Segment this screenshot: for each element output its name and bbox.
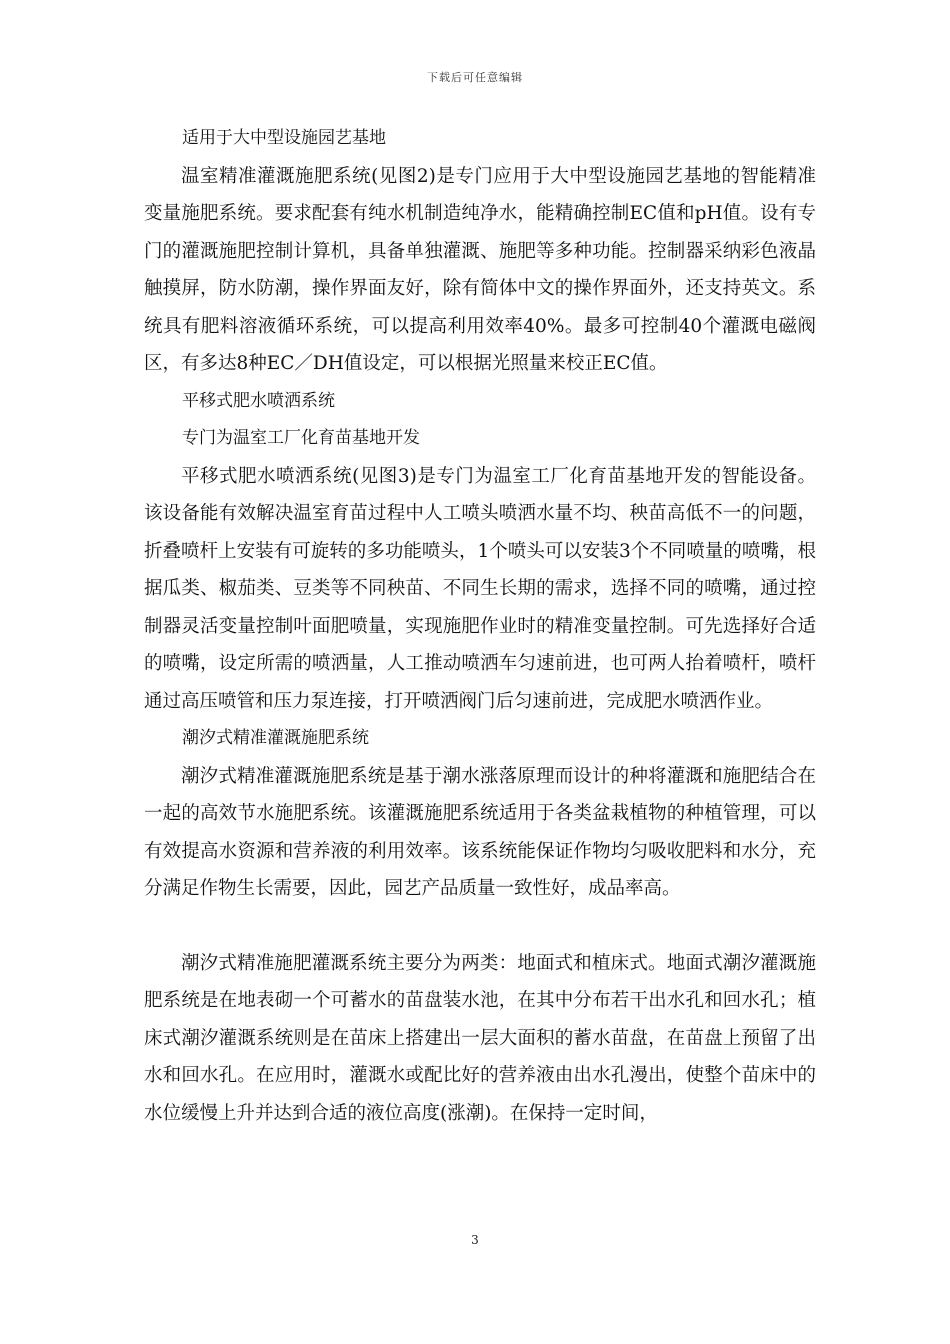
- subheading-ebb-flow-system: 潮汐式精准灌溉施肥系统: [182, 728, 369, 748]
- document-body: [144, 120, 816, 1132]
- page-number: 3: [471, 1233, 479, 1247]
- paragraph-ebb-flow-types: 潮汐式精准施肥灌溉系统主要分为两类：地面式和植床式。地面式潮汐灌溉施肥系统是在地表砌一个可蓄水的苗盘装水池，在其中分布若干出水孔和回水孔；植床式潮汐灌溉系统则是在苗床上搭建出一层大面积的蓄水苗盘，在苗盘上预留了出水和回水孔。在应用时，灌溉水或配比好的营养液由出水孔漫出，使整个苗床中的水位缓慢上升并达到合适的液位高度(涨潮)。在保持一定时间，: [144, 952, 816, 1124]
- subheading-seedling-base: 专门为温室工厂化育苗基地开发: [182, 428, 420, 448]
- paragraph-spacer: [144, 908, 816, 945]
- subheading-large-facility: 适用于大中型设施园艺基地: [182, 128, 386, 148]
- page-header: 下载后可任意编辑: [427, 71, 523, 84]
- paragraph-translational-sprayer: 平移式肥水喷洒系统(见图3)是专门为温室工厂化育苗基地开发的智能设备。该设备能有效解决温室育苗过程中人工喷头喷洒水量不均、秧苗高低不一的问题，折叠喷杆上安装有可旋转的多功能喷头，1个喷头可以安装3个不同喷量的喷嘴，根据瓜类、椒茄类、豆类等不同秧苗、不同生长期的需求，选择不同的喷嘴，通过控制器灵活变量控制叶面肥喷量，实现施肥作业时的精准变量控制。可先选择好合适的喷嘴，设定所需的喷洒量，人工推动喷洒车匀速前进，也可两人抬着喷杆，喷杆通过高压喷管和压力泵连接，打开喷洒阀门后匀速前进，完成肥水喷洒作业。: [144, 465, 816, 712]
- paragraph-ebb-flow-intro: 潮汐式精准灌溉施肥系统是基于潮水涨落原理而设计的种将灌溉和施肥结合在一起的高效节水施肥系统。该灌溉施肥系统适用于各类盆栽植物的种植管理，可以有效提高水资源和营养液的利用效率。该系统能保证作物均匀吸收肥料和水分，充分满足作物生长需要，因此，园艺产品质量一致性好，成品率高。: [144, 765, 816, 899]
- subheading-translational-sprayer: 平移式肥水喷洒系统: [182, 390, 335, 411]
- paragraph-greenhouse-fertigation: 温室精准灌溉施肥系统(见图2)是专门应用于大中型设施园艺基地的智能精准变量施肥系统。要求配套有纯水机制造纯净水，能精确控制EC值和pH值。设有专门的灌溉施肥控制计算机，具备单独灌溉、施肥等多种功能。控制器采纳彩色液晶触摸屏，防水防潮，操作界面友好，除有简体中文的操作界面外，还支持英文。系统具有肥料溶液循环系统，可以提高利用效率40%。最多可控制40个灌溉电磁阀区，有多达8种EC／DH值设定，可以根据光照量来校正EC值。: [144, 165, 816, 374]
